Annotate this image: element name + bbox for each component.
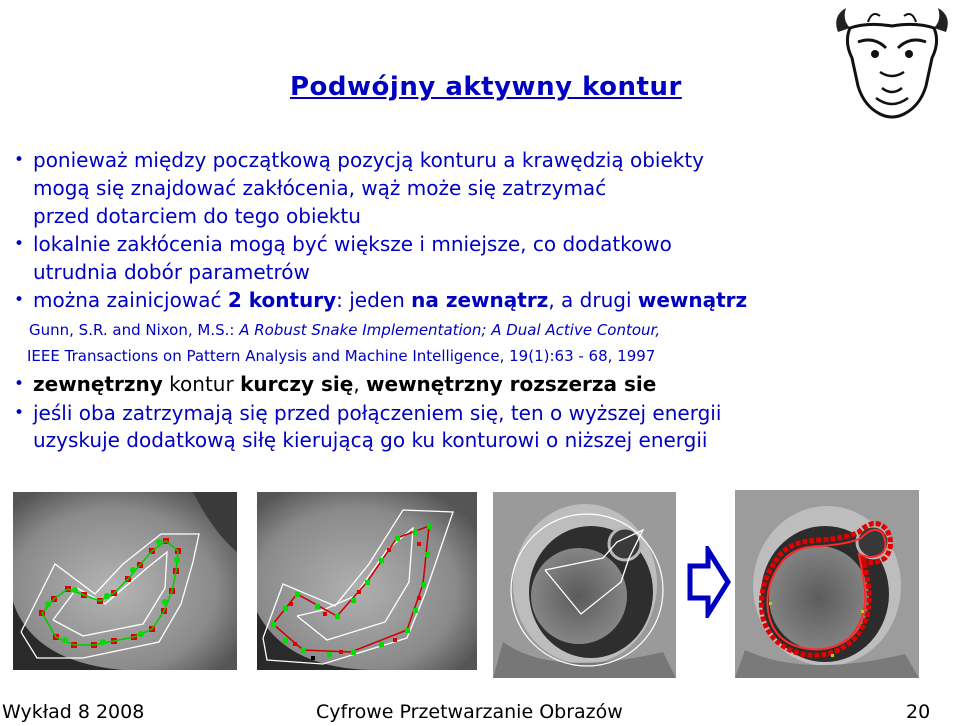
text-line: przed dotarciem do tego obiektu xyxy=(33,204,361,228)
reference-authors: Gunn, S.R. and Nixon, M.S.: xyxy=(29,321,240,339)
result-arrow-icon xyxy=(686,546,732,618)
text-line: mogą się znajdować zakłócenia, wąż może się zatrzymać xyxy=(33,176,607,200)
reference-title: A Robust Snake Implementation; A Dual Active Contour, xyxy=(239,321,661,339)
text-span: : jeden xyxy=(336,288,412,312)
snake-image-2 xyxy=(257,492,477,670)
mri-image-result xyxy=(735,490,919,678)
text-line: • jeśli oba zatrzymają się przed połączeniem się, ten o wyższej energii xyxy=(33,401,722,425)
bullet-item xyxy=(14,146,944,230)
snake-image-1 xyxy=(13,492,237,670)
bullet-list xyxy=(14,146,944,454)
emphasis: wewnętrzny rozszerza sie xyxy=(366,372,657,396)
text-line: • lokalnie zakłócenia mogą być większe i mniejsze, co dodatkowo xyxy=(33,232,672,256)
emphasis: na zewnątrz xyxy=(411,288,549,312)
emphasis: 2 kontury xyxy=(227,288,337,312)
text-line: utrudnia dobór parametrów xyxy=(33,260,310,284)
emphasis: kurczy się xyxy=(240,372,354,396)
gnu-logo xyxy=(828,2,956,120)
text-line: • ponieważ między początkową pozycją konturu a krawędzią obiekty xyxy=(33,148,705,172)
text-span: można zainicjować xyxy=(33,288,228,312)
text-span: kontur xyxy=(162,372,241,396)
bullet-item xyxy=(14,230,944,286)
bullet-item xyxy=(14,400,944,454)
emphasis: wewnątrz xyxy=(637,288,748,312)
footer-course: Cyfrowe Przetwarzanie Obrazów xyxy=(316,701,623,723)
text-line: uzyskuje dodatkową siłę kierującą go ku konturowi o niższej energii xyxy=(33,428,708,452)
reference xyxy=(14,317,944,343)
footer-lecture: Wykład 8 2008 xyxy=(2,701,145,723)
footer-page-number: 20 xyxy=(906,701,931,723)
emphasis: zewnętrzny xyxy=(33,372,163,396)
text-span: , xyxy=(353,372,367,396)
mri-image-initial xyxy=(493,492,676,678)
bullet-item xyxy=(14,286,944,314)
text-span: , a drugi xyxy=(548,288,638,312)
reference-journal: IEEE Transactions on Pattern Analysis and Machine Intelligence, 19(1):63 - 68, 1997 xyxy=(27,347,656,365)
bullet-item xyxy=(14,371,944,398)
slide-title: Podwójny aktywny kontur xyxy=(290,72,682,102)
